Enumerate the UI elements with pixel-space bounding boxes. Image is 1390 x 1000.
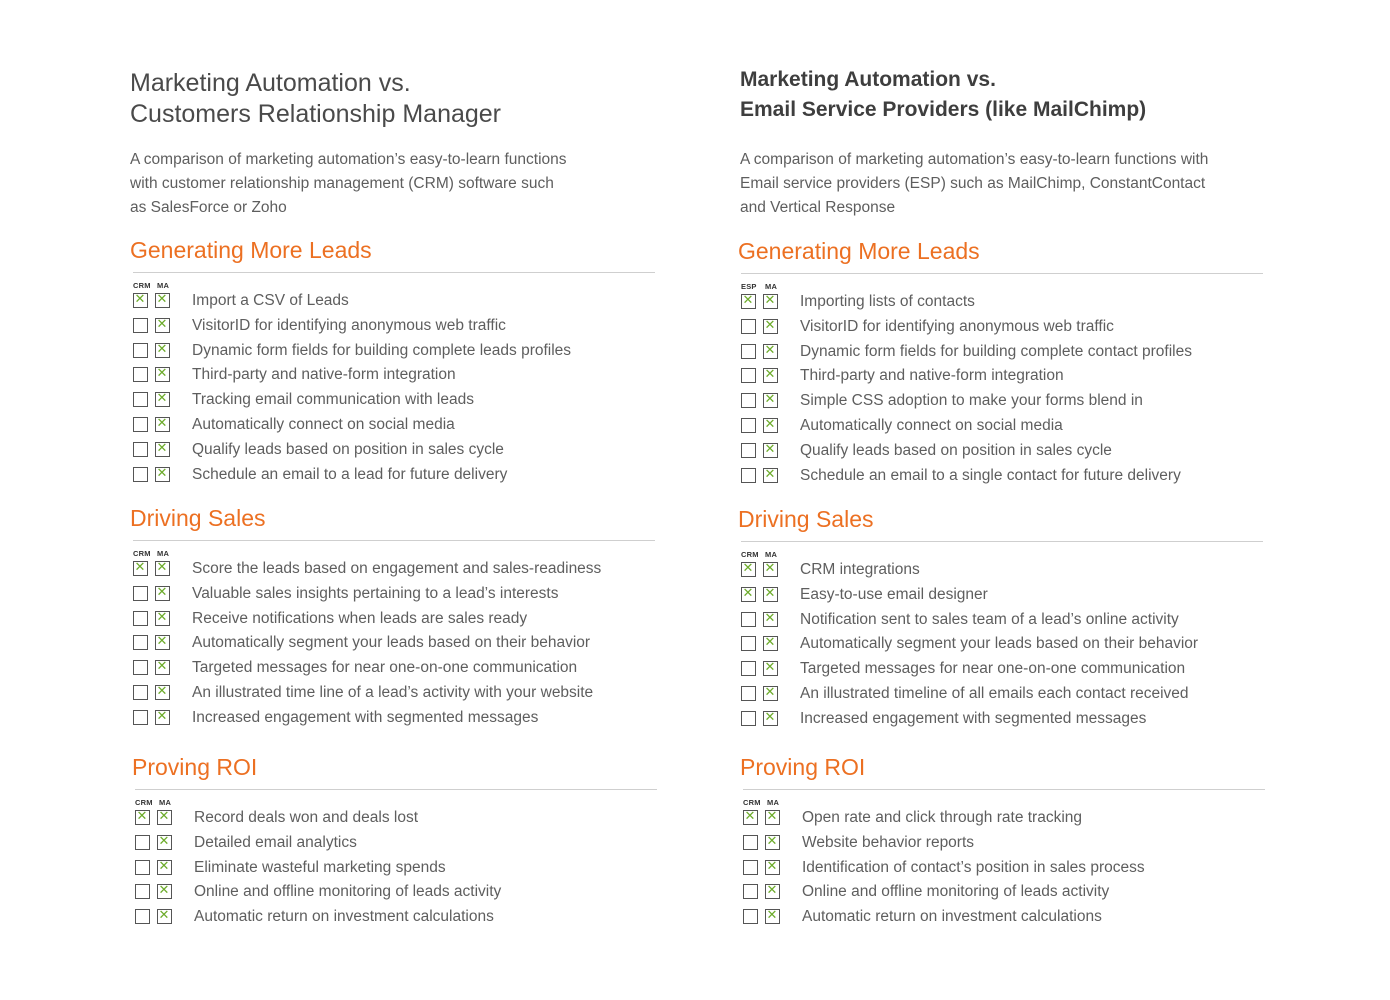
esp-comparison-title (740, 65, 1146, 125)
checked-box-icon (763, 418, 778, 433)
empty-box-icon (133, 586, 148, 601)
feature-label: Receive notifications when leads are sales ready (192, 609, 528, 627)
checked-box-icon (763, 344, 778, 359)
empty-box-icon (133, 417, 148, 432)
empty-box-icon (743, 884, 758, 899)
title-line: Email Service Providers (like MailChimp) (740, 98, 1147, 121)
checked-box-icon (155, 417, 170, 432)
feature-label: Third-party and native-form integration (192, 366, 456, 384)
section-title: Driving Sales (738, 506, 874, 532)
checked-box-icon (155, 586, 170, 601)
empty-box-icon (133, 710, 148, 725)
feature-row (741, 342, 1261, 367)
checked-box-icon (763, 636, 778, 651)
checked-box-icon (763, 661, 778, 676)
feature-label: Website behavior reports (802, 833, 975, 851)
checked-box-icon (155, 392, 170, 407)
feature-row (133, 365, 653, 390)
checked-box-icon (765, 835, 780, 850)
feature-row (133, 465, 653, 490)
checked-box-icon (765, 909, 780, 924)
section-title: Generating More Leads (738, 238, 980, 264)
feature-label: Notification sent to sales team of a lead’s online activity (800, 610, 1179, 628)
empty-box-icon (741, 443, 756, 458)
feature-list (135, 808, 655, 932)
checked-box-icon (741, 562, 756, 577)
checked-box-icon (155, 318, 170, 333)
checked-box-icon (763, 319, 778, 334)
empty-box-icon (133, 467, 148, 482)
checked-box-icon (155, 561, 170, 576)
feature-label: Simple CSS adoption to make your forms blend in (800, 392, 1143, 410)
section-proving-roi (132, 753, 658, 926)
empty-box-icon (741, 661, 756, 676)
feature-label: CRM integrations (800, 561, 920, 578)
checked-box-icon (765, 860, 780, 875)
feature-row (741, 585, 1261, 610)
description-line: as SalesForce or Zoho (130, 198, 287, 216)
column-header-ma: MA (765, 550, 778, 559)
empty-box-icon (741, 636, 756, 651)
empty-box-icon (133, 635, 148, 650)
checked-box-icon (763, 711, 778, 726)
column-header-competitor: CRM (741, 550, 759, 559)
checked-box-icon (763, 294, 778, 309)
checked-box-icon (155, 442, 170, 457)
feature-row (741, 709, 1261, 734)
checked-box-icon (741, 294, 756, 309)
empty-box-icon (133, 611, 148, 626)
section-title: Proving ROI (740, 754, 866, 780)
empty-box-icon (135, 884, 150, 899)
feature-label: Record deals won and deals lost (194, 809, 419, 826)
checked-box-icon (763, 393, 778, 408)
feature-label: Schedule an email to a lead for future delivery (192, 465, 508, 483)
checked-box-icon (763, 443, 778, 458)
feature-label: Easy-to-use email designer (800, 585, 988, 603)
column-header-ma: MA (765, 282, 778, 291)
feature-label: An illustrated time line of a lead’s activity with your website (192, 683, 594, 701)
empty-box-icon (133, 392, 148, 407)
checked-box-icon (763, 587, 778, 602)
description-line: A comparison of marketing automation’s easy-to-learn functions with (740, 151, 1209, 168)
feature-row (133, 633, 653, 658)
empty-box-icon (741, 711, 756, 726)
feature-label: Import a CSV of Leads (192, 292, 349, 309)
feature-row (741, 466, 1261, 491)
feature-row (741, 441, 1261, 466)
checked-box-icon (765, 884, 780, 899)
empty-box-icon (743, 909, 758, 924)
checked-box-icon (765, 810, 780, 825)
column-header-ma: MA (157, 549, 170, 558)
section-divider (743, 789, 1265, 790)
feature-row (135, 833, 655, 858)
feature-label: Online and offline monitoring of leads activity (194, 883, 502, 901)
feature-row (133, 559, 653, 584)
checked-box-icon (155, 293, 170, 308)
empty-box-icon (743, 835, 758, 850)
feature-row (743, 882, 1263, 907)
feature-label: Third-party and native-form integration (800, 367, 1064, 385)
feature-label: Automatically connect on social media (192, 415, 455, 433)
column-header-competitor: CRM (743, 798, 761, 807)
feature-row (133, 316, 653, 341)
description-line: and Vertical Response (740, 198, 896, 216)
feature-row (133, 415, 653, 440)
column-header-ma: MA (767, 798, 780, 807)
feature-row (133, 658, 653, 683)
checked-box-icon (135, 810, 150, 825)
feature-label: Automatically segment your leads based on their behavior (192, 634, 591, 652)
feature-label: Eliminate wasteful marketing spends (194, 858, 446, 876)
title-line: Customers Relationship Manager (130, 100, 502, 128)
title-line: Marketing Automation vs. (740, 68, 996, 91)
feature-label: Qualify leads based on position in sales cycle (800, 441, 1112, 459)
feature-row (135, 907, 655, 932)
feature-label: Valuable sales insights pertaining to a lead’s interests (192, 584, 559, 602)
section-driving-sales (738, 505, 1264, 727)
feature-label: Automatically segment your leads based on their behavior (800, 635, 1199, 653)
column-header-ma: MA (157, 281, 170, 290)
feature-label: Score the leads based on engagement and sales-readiness (192, 560, 602, 577)
feature-row (133, 708, 653, 733)
feature-label: VisitorID for identifying anonymous web traffic (192, 316, 506, 334)
description-line: A comparison of marketing automation’s easy-to-learn functions (130, 151, 567, 168)
column-header-competitor: ESP (741, 282, 757, 291)
section-title: Driving Sales (130, 505, 266, 531)
checked-box-icon (763, 368, 778, 383)
feature-label: Qualify leads based on position in sales cycle (192, 440, 504, 458)
feature-label: Open rate and click through rate tracking (802, 809, 1083, 826)
description-line: with customer relationship management (CRM) software such (130, 174, 554, 192)
description-line: Email service providers (ESP) such as MailChimp, ConstantContact (740, 174, 1206, 192)
checked-box-icon (157, 884, 172, 899)
checked-box-icon (155, 611, 170, 626)
feature-label: Targeted messages for near one-on-one communication (192, 659, 578, 677)
feature-label: Automatic return on investment calculations (802, 908, 1102, 926)
feature-row (743, 808, 1263, 833)
feature-label: Dynamic form fields for building complete leads profiles (192, 341, 572, 359)
feature-row (741, 366, 1261, 391)
feature-label: Increased engagement with segmented messages (192, 708, 539, 726)
empty-box-icon (135, 835, 150, 850)
feature-row (743, 833, 1263, 858)
section-driving-sales (130, 504, 656, 726)
empty-box-icon (741, 468, 756, 483)
section-divider (741, 541, 1263, 542)
empty-box-icon (133, 660, 148, 675)
feature-label: Increased engagement with segmented messages (800, 709, 1147, 727)
checked-box-icon (741, 587, 756, 602)
feature-label: Dynamic form fields for building complete contact profiles (800, 342, 1192, 360)
feature-row (133, 440, 653, 465)
empty-box-icon (741, 319, 756, 334)
empty-box-icon (133, 685, 148, 700)
feature-label: Identification of contact’s position in sales process (802, 858, 1145, 876)
empty-box-icon (135, 909, 150, 924)
feature-label: Detailed email analytics (194, 833, 357, 851)
feature-row (133, 584, 653, 609)
feature-label: Automatically connect on social media (800, 416, 1063, 434)
feature-row (741, 317, 1261, 342)
section-title: Proving ROI (132, 754, 258, 780)
empty-box-icon (741, 393, 756, 408)
section-generating-more-leads (738, 237, 1264, 484)
feature-row (741, 684, 1261, 709)
empty-box-icon (135, 860, 150, 875)
feature-label: Tracking email communication with leads (192, 391, 474, 409)
feature-row (135, 858, 655, 883)
feature-label: Online and offline monitoring of leads activity (802, 883, 1110, 901)
feature-row (741, 391, 1261, 416)
empty-box-icon (741, 612, 756, 627)
empty-box-icon (741, 418, 756, 433)
column-header-competitor: CRM (133, 549, 151, 558)
section-divider (133, 540, 655, 541)
feature-row (741, 634, 1261, 659)
title-line: Marketing Automation vs. (130, 69, 411, 97)
feature-row (133, 683, 653, 708)
checked-box-icon (763, 562, 778, 577)
checked-box-icon (763, 612, 778, 627)
empty-box-icon (133, 442, 148, 457)
feature-label: Schedule an email to a single contact for future delivery (800, 466, 1181, 484)
feature-row (133, 390, 653, 415)
feature-row (135, 808, 655, 833)
feature-label: An illustrated timeline of all emails each contact received (800, 684, 1189, 702)
empty-box-icon (741, 368, 756, 383)
checked-box-icon (133, 293, 148, 308)
empty-box-icon (741, 344, 756, 359)
checked-box-icon (157, 909, 172, 924)
section-divider (741, 273, 1263, 274)
checked-box-icon (157, 860, 172, 875)
feature-list (133, 559, 653, 733)
checked-box-icon (155, 343, 170, 358)
feature-list (133, 291, 653, 489)
empty-box-icon (133, 318, 148, 333)
checked-box-icon (155, 710, 170, 725)
feature-row (741, 292, 1261, 317)
column-header-competitor: CRM (135, 798, 153, 807)
feature-row (743, 858, 1263, 883)
crm-comparison-description (130, 148, 567, 219)
feature-row (741, 416, 1261, 441)
section-divider (135, 789, 657, 790)
checked-box-icon (743, 810, 758, 825)
feature-row (133, 341, 653, 366)
feature-list (743, 808, 1263, 932)
feature-label: Importing lists of contacts (800, 293, 975, 310)
section-proving-roi (740, 753, 1266, 926)
section-generating-more-leads (130, 236, 656, 483)
feature-row (135, 882, 655, 907)
feature-row (741, 610, 1261, 635)
checked-box-icon (763, 686, 778, 701)
checked-box-icon (763, 468, 778, 483)
checked-box-icon (155, 467, 170, 482)
empty-box-icon (133, 367, 148, 382)
checked-box-icon (157, 810, 172, 825)
section-title: Generating More Leads (130, 237, 372, 263)
feature-list (741, 560, 1261, 734)
esp-comparison-description (740, 148, 1208, 219)
empty-box-icon (743, 860, 758, 875)
feature-label: Targeted messages for near one-on-one communication (800, 660, 1186, 678)
feature-row (133, 291, 653, 316)
feature-row (741, 560, 1261, 585)
empty-box-icon (133, 343, 148, 358)
column-header-competitor: CRM (133, 281, 151, 290)
feature-row (133, 609, 653, 634)
checked-box-icon (155, 660, 170, 675)
column-header-ma: MA (159, 798, 172, 807)
checked-box-icon (133, 561, 148, 576)
checked-box-icon (155, 685, 170, 700)
feature-label: VisitorID for identifying anonymous web traffic (800, 317, 1114, 335)
crm-comparison-title (130, 68, 501, 130)
feature-row (741, 659, 1261, 684)
empty-box-icon (741, 686, 756, 701)
feature-list (741, 292, 1261, 490)
section-divider (133, 272, 655, 273)
checked-box-icon (155, 635, 170, 650)
checked-box-icon (157, 835, 172, 850)
feature-label: Automatic return on investment calculations (194, 908, 494, 926)
checked-box-icon (155, 367, 170, 382)
feature-row (743, 907, 1263, 932)
